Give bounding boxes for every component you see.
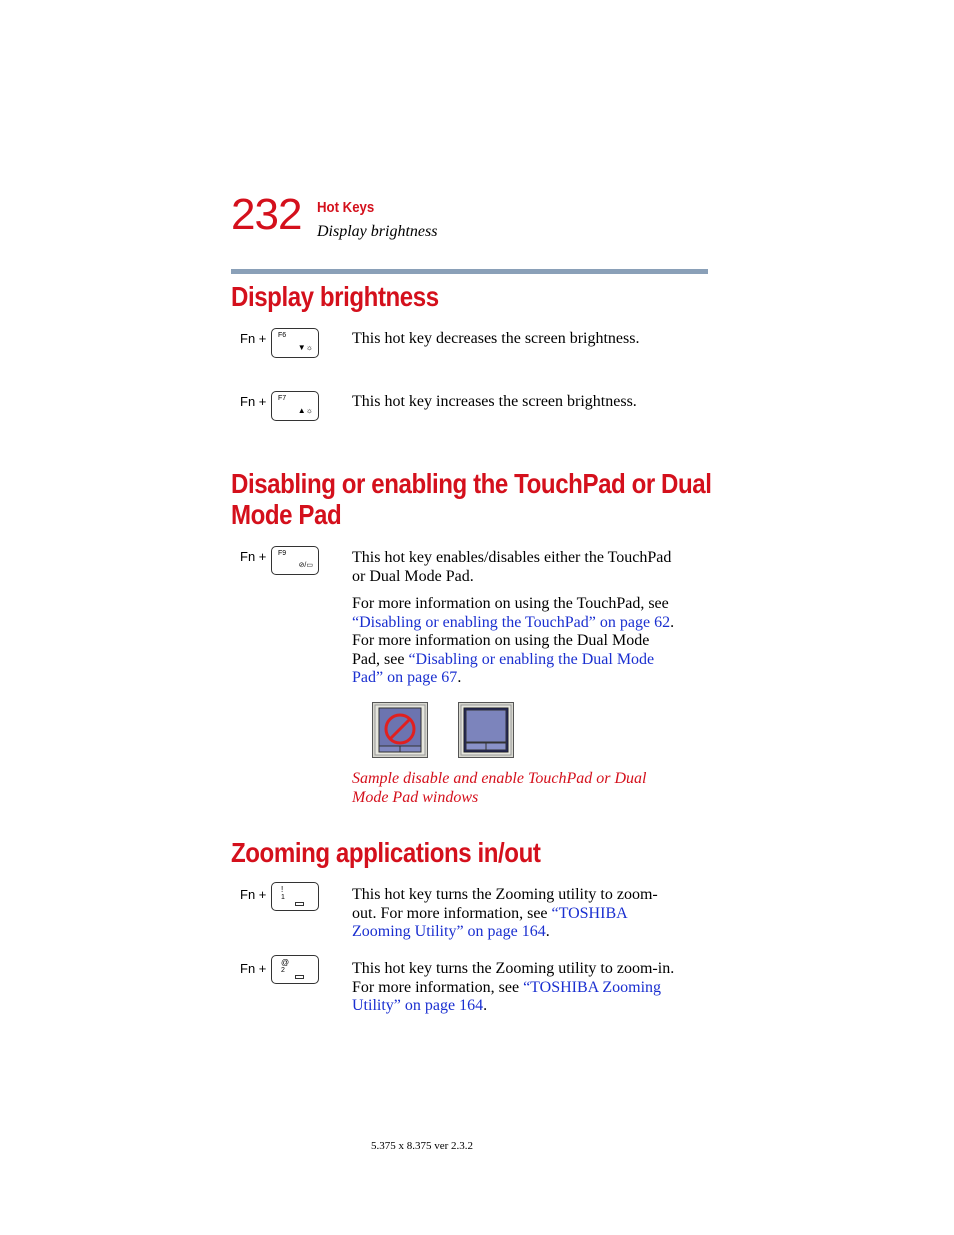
key-cap-label: F7	[278, 395, 287, 402]
touchpad-link[interactable]: “Disabling or enabling the TouchPad” on page 62	[352, 613, 671, 631]
period: .	[670, 613, 675, 631]
touchpad-enabled-icon	[459, 703, 513, 757]
toshiba-zooming-link-part2[interactable]: Utility” on page 164	[352, 997, 484, 1014]
zoom-in-icon	[295, 975, 304, 979]
key-digit-label: 1	[281, 894, 285, 901]
touchpad-disabled-icon	[373, 703, 427, 757]
period: .	[483, 997, 488, 1014]
touchpad-heading-line1: Disabling or enabling the TouchPad or Dual	[231, 468, 712, 499]
touchpad-enabled-image	[458, 702, 514, 758]
f6-key-icon	[271, 328, 319, 358]
more-info-line3: For more information on using the Dual Mode	[352, 632, 650, 649]
key-cap-label: @	[281, 958, 290, 967]
toshiba-zooming-link-part1[interactable]: “TOSHIBA Zooming	[523, 978, 662, 996]
zoom-out-line1: This hot key turns the Zooming utility to zoom-	[352, 886, 658, 903]
f7-key-icon	[271, 391, 319, 421]
key-cap-label: F9	[278, 550, 287, 557]
touchpad-more-info	[352, 595, 697, 688]
brightness-increase-text: This hot key increases the screen brightness.	[352, 393, 637, 410]
zoom-out-prefix: out. For more information, see	[352, 904, 552, 922]
touchpad-heading-line2: Mode Pad	[231, 499, 342, 530]
page-footer: 5.375 x 8.375 ver 2.3.2	[371, 1140, 474, 1152]
key-2-icon	[271, 955, 319, 984]
key-cap-label: F6	[278, 332, 287, 339]
more-info-line1: For more information on using the TouchPad, see	[352, 595, 669, 612]
brightness-down-icon: ▼☼	[297, 343, 313, 352]
brightness-up-icon: ▲☼	[297, 406, 313, 415]
fn-label: Fn +	[240, 887, 267, 902]
zoom-out-icon	[295, 902, 304, 906]
page-number: 232	[231, 190, 302, 239]
key-1-icon	[271, 882, 319, 911]
fn-label: Fn +	[240, 394, 267, 409]
caption-line2: Mode Pad windows	[352, 789, 479, 806]
key-digit-label: 2	[281, 967, 285, 974]
period: .	[545, 923, 550, 940]
zooming-heading: Zooming applications in/out	[231, 837, 541, 868]
fn-label: Fn +	[240, 331, 267, 346]
fn-label: Fn +	[240, 961, 267, 976]
header-rule	[231, 269, 708, 274]
zoom-in-line1: This hot key turns the Zooming utility to zoom-in.	[352, 960, 675, 977]
touchpad-description	[352, 549, 697, 586]
display-brightness-heading: Display brightness	[231, 281, 439, 312]
touchpad-toggle-icon: ⊘/▭	[298, 562, 313, 569]
touchpad-desc-line1: This hot key enables/disables either the TouchPad	[352, 549, 672, 566]
touchpad-disabled-image	[372, 702, 428, 758]
f9-key-icon	[271, 546, 319, 575]
toshiba-zooming-link-part1[interactable]: “TOSHIBA	[551, 904, 628, 922]
dual-mode-link-part1[interactable]: “Disabling or enabling the Dual Mode	[408, 650, 655, 668]
more-info-prefix: Pad, see	[352, 650, 409, 668]
caption-line1: Sample disable and enable TouchPad or Dual	[352, 770, 647, 787]
zoom-out-text	[352, 886, 697, 942]
fn-label: Fn +	[240, 549, 267, 564]
key-cap-label: !	[281, 885, 284, 894]
zoom-in-text	[352, 960, 697, 1016]
running-header-subsection: Display brightness	[317, 223, 438, 240]
dual-mode-link-part2[interactable]: Pad” on page 67	[352, 669, 458, 686]
touchpad-desc-line2: or Dual Mode Pad.	[352, 567, 474, 585]
zoom-in-prefix: For more information, see	[352, 978, 524, 996]
period: .	[457, 669, 462, 686]
running-header-section: Hot Keys	[317, 199, 375, 216]
figure-caption	[352, 769, 682, 807]
toshiba-zooming-link-part2[interactable]: Zooming Utility” on page 164	[352, 923, 546, 940]
brightness-decrease-text: This hot key decreases the screen brightness.	[352, 330, 640, 347]
